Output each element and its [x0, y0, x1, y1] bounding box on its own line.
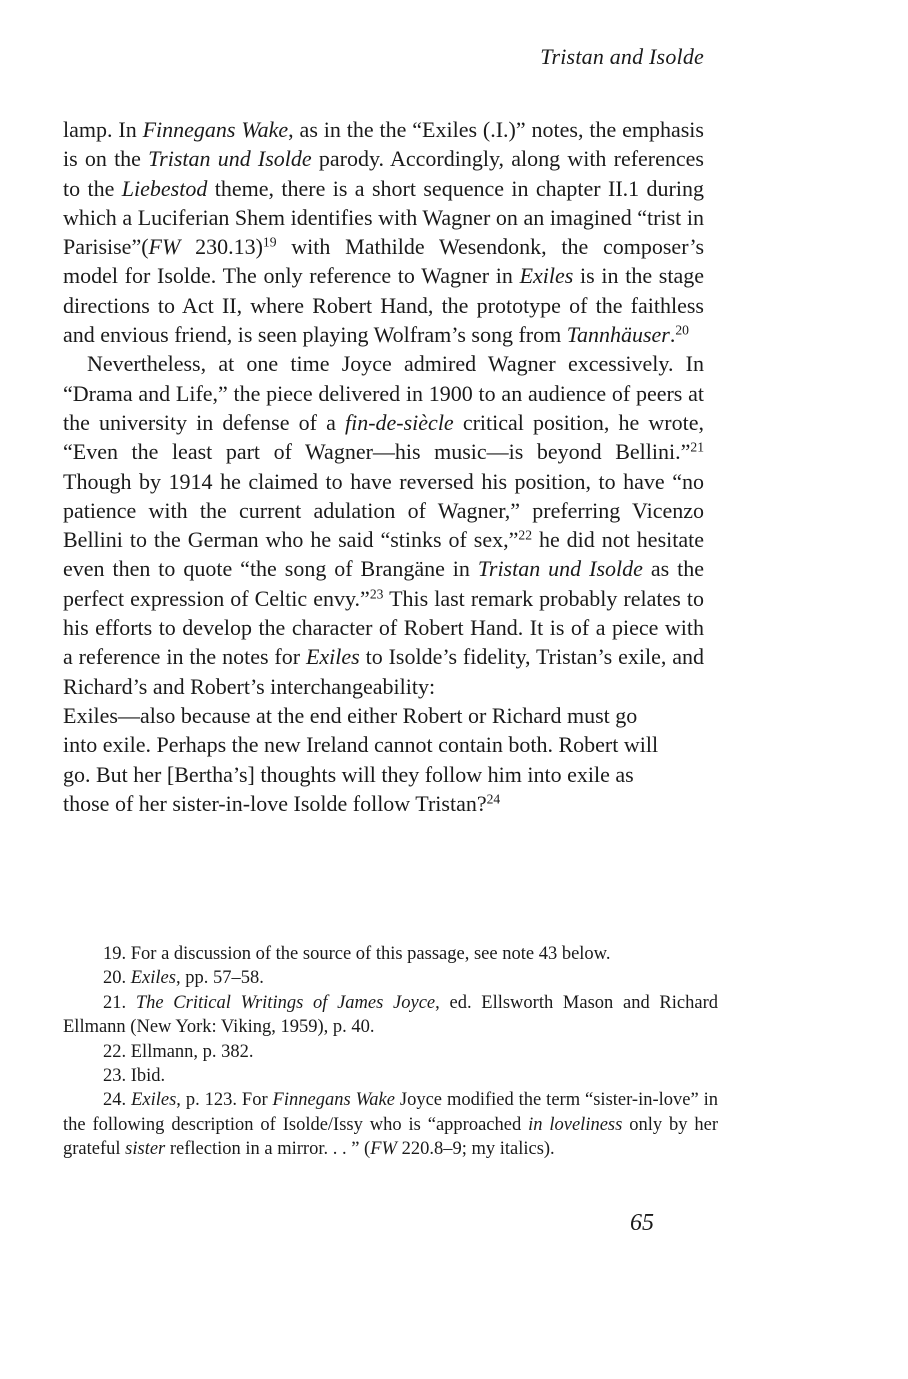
footnote: 20. Exiles, pp. 57–58. [103, 968, 264, 989]
italic-text: Exiles [130, 968, 176, 989]
footnote: 24. Exiles, p. 123. For Finnegans Wake Joyce modified the term “sister-in-love” in the following description of Isolde/Issy who is “approached in loveliness only by her grateful sister reflection in a mirror. . . ” (FW 220.8–9; my italics). [63, 1090, 719, 1160]
italic-text: in loveliness [528, 1114, 623, 1135]
italic-text: FW [148, 234, 181, 260]
italic-text: Tannhäuser [566, 322, 670, 348]
paragraph-2: Nevertheless, at one time Joyce admired Wagner excessively. In “Drama and Life,” the piece delivered in 1900 to an audience of peers at the university in defense of a fin-de-siècle critical position, he wrote, “Even the least part of Wagner—his music—is beyond Bellini.”$^{21}$ Though by 1914 he claimed to have reversed his position, to have “no patience with the current adulation of Wagner,” preferring Vicenzo Bellini to the German who he said “stinks of sex,”$^{22}$ he did not hesitate even then to quote “the song of Brangäne in Tristan und Isolde as the perfect expression of Celtic envy.”$^{23}$ This last remark probably relates to his efforts to develop the character of Robert Hand. It is of a piece with a reference in the notes for Exiles to Isolde’s fidelity, Tristan’s exile, and Richard’s and Robert’s interchangeability: [63, 351, 704, 699]
block-quote: Exiles—also because at the end either Robert or Richard must go into exile. Perhaps the new Ireland cannot contain both. Robert will go. But her [Bertha’s] thoughts will they follow him into exile as those of her sister-in-love Isolde follow Tristan?$^{24}$ [63, 702, 659, 816]
italic-text: Exiles [131, 1090, 177, 1111]
italic-text: Finnegans Wake [142, 117, 289, 142]
italic-text: fin-de-siècle [344, 409, 454, 435]
italic-text: sister [125, 1139, 166, 1160]
footnote: 22. Ellmann, p. 382. [103, 1041, 254, 1062]
footnote-marker: 23 [369, 586, 384, 602]
footnote-marker: 21 [690, 439, 704, 455]
italic-text: Exiles [519, 263, 574, 289]
body-text [63, 115, 704, 818]
italic-text: Exiles [305, 644, 360, 670]
italic-text: FW [370, 1139, 397, 1160]
footnote-marker: 22 [518, 527, 533, 543]
paragraph-1: lamp. In Finnegans Wake, as in the the “Exiles (.I.)” notes, the emphasis is on the Tristan und Isolde parody. Accordingly, along with references to the Liebestod theme, there is a short sequence in chapter II.1 during which a Luciferian Shem identifies with Wagner on an imagined “trist in Parisise”(FW 230.13)$^{19}$ with Mathilde Wesendonk, the composer’s model for Isolde. The only reference to Wagner in Exiles is in the stage directions to Act II, where Robert Hand, the prototype of the faithless and envious friend, is seen playing Wolfram’s song from Tannhäuser.$^{20}$ [63, 117, 705, 348]
italic-text: The Critical Writings of James Joyce [135, 992, 436, 1013]
footnote: 21. The Critical Writings of James Joyce, ed. Ellsworth Mason and Richard Ellmann (New York: Viking, 1959), p. 40. [63, 992, 718, 1038]
footnote-marker: 19 [262, 234, 277, 250]
italic-text: Tristan und Isolde [477, 556, 643, 582]
footnote: 23. Ibid. [103, 1066, 166, 1087]
italic-text: Finnegans Wake [272, 1090, 395, 1111]
italic-text: Tristan und Isolde [148, 146, 312, 172]
footnote-marker: 20 [675, 322, 689, 338]
page-number: 65 [630, 1210, 654, 1236]
running-head: Tristan and Isolde [540, 44, 704, 69]
footnotes [63, 942, 718, 1162]
footnote: 19. For a discussion of the source of this passage, see note 43 below. [103, 944, 611, 964]
italic-text: Liebestod [121, 175, 208, 201]
footnote-marker: 24 [486, 791, 501, 807]
